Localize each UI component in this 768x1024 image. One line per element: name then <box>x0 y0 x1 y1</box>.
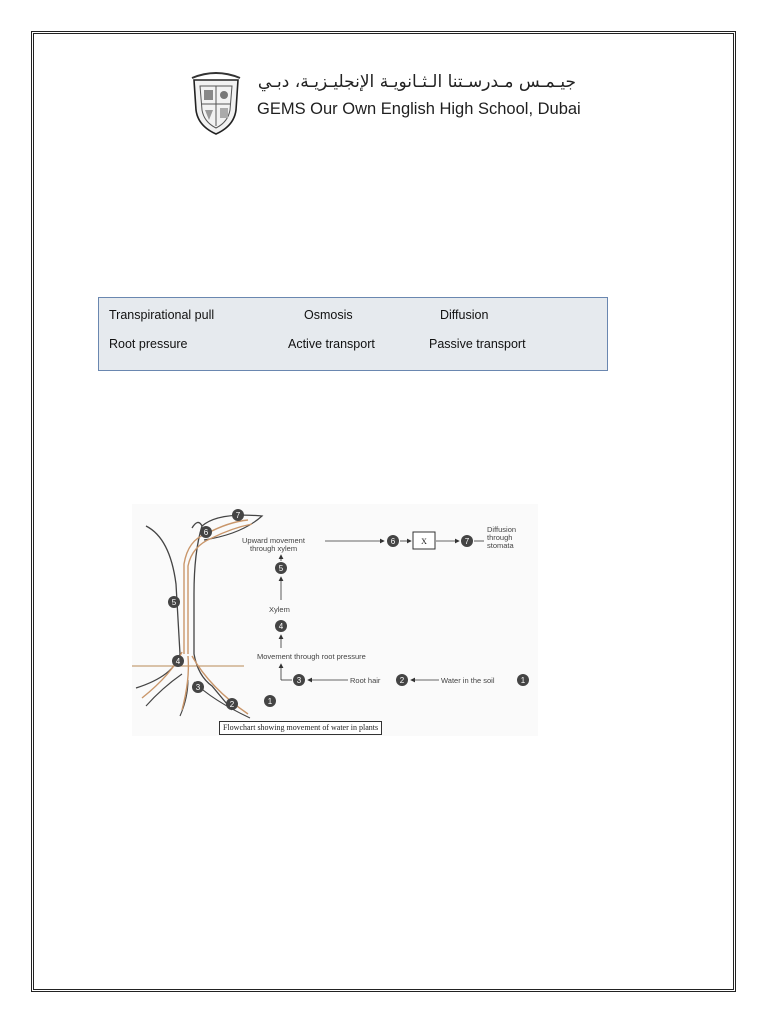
flow-step-6: 6 <box>390 537 396 546</box>
step-marker-6: 6 <box>203 528 209 537</box>
flowchart-diagram <box>132 504 538 736</box>
word-osmosis: Osmosis <box>304 308 353 322</box>
label-upward-movement: Upward movement <box>242 536 305 545</box>
label-movement-root-pressure: Movement through root pressure <box>257 652 366 661</box>
flow-step-4: 4 <box>278 622 284 631</box>
flow-step-1: 1 <box>520 676 526 685</box>
word-active-transport: Active transport <box>288 337 375 351</box>
water-movement-flowchart <box>132 504 538 736</box>
figure-caption: Flowchart showing movement of water in plants <box>219 721 382 735</box>
step-marker-4: 4 <box>175 657 181 666</box>
school-name-english: GEMS Our Own English High School, Dubai <box>257 100 581 118</box>
school-header <box>186 68 606 134</box>
word-diffusion: Diffusion <box>440 308 489 322</box>
label-xylem: Xylem <box>269 605 290 614</box>
label-x: X <box>421 537 427 546</box>
label-through: through <box>487 533 513 542</box>
school-crest-logo <box>186 70 246 136</box>
step-marker-1: 1 <box>267 697 273 706</box>
label-through-xylem: through xylem <box>250 544 298 553</box>
step-marker-5: 5 <box>171 598 177 607</box>
word-transpirational-pull: Transpirational pull <box>109 308 215 322</box>
step-marker-3: 3 <box>195 683 201 692</box>
label-diffusion: Diffusion <box>487 525 517 534</box>
school-name-arabic: جيـمـس مـدرسـتنا الـثـانويـة الإنجليـزيـة، دبـي <box>257 72 576 92</box>
word-bank-box <box>98 297 608 371</box>
flow-step-5: 5 <box>278 564 284 573</box>
step-marker-7: 7 <box>235 511 241 520</box>
step-marker-2: 2 <box>229 700 235 709</box>
label-stomata: stomata <box>487 541 514 550</box>
flow-step-7: 7 <box>464 537 470 546</box>
label-water-in-soil: Water in the soil <box>441 676 495 685</box>
label-root-hair: Root hair <box>350 676 381 685</box>
word-root-pressure: Root pressure <box>109 337 188 351</box>
flowchart-steps <box>242 525 529 686</box>
flow-step-2: 2 <box>399 676 405 685</box>
word-passive-transport: Passive transport <box>429 337 526 351</box>
flow-step-3: 3 <box>296 676 302 685</box>
